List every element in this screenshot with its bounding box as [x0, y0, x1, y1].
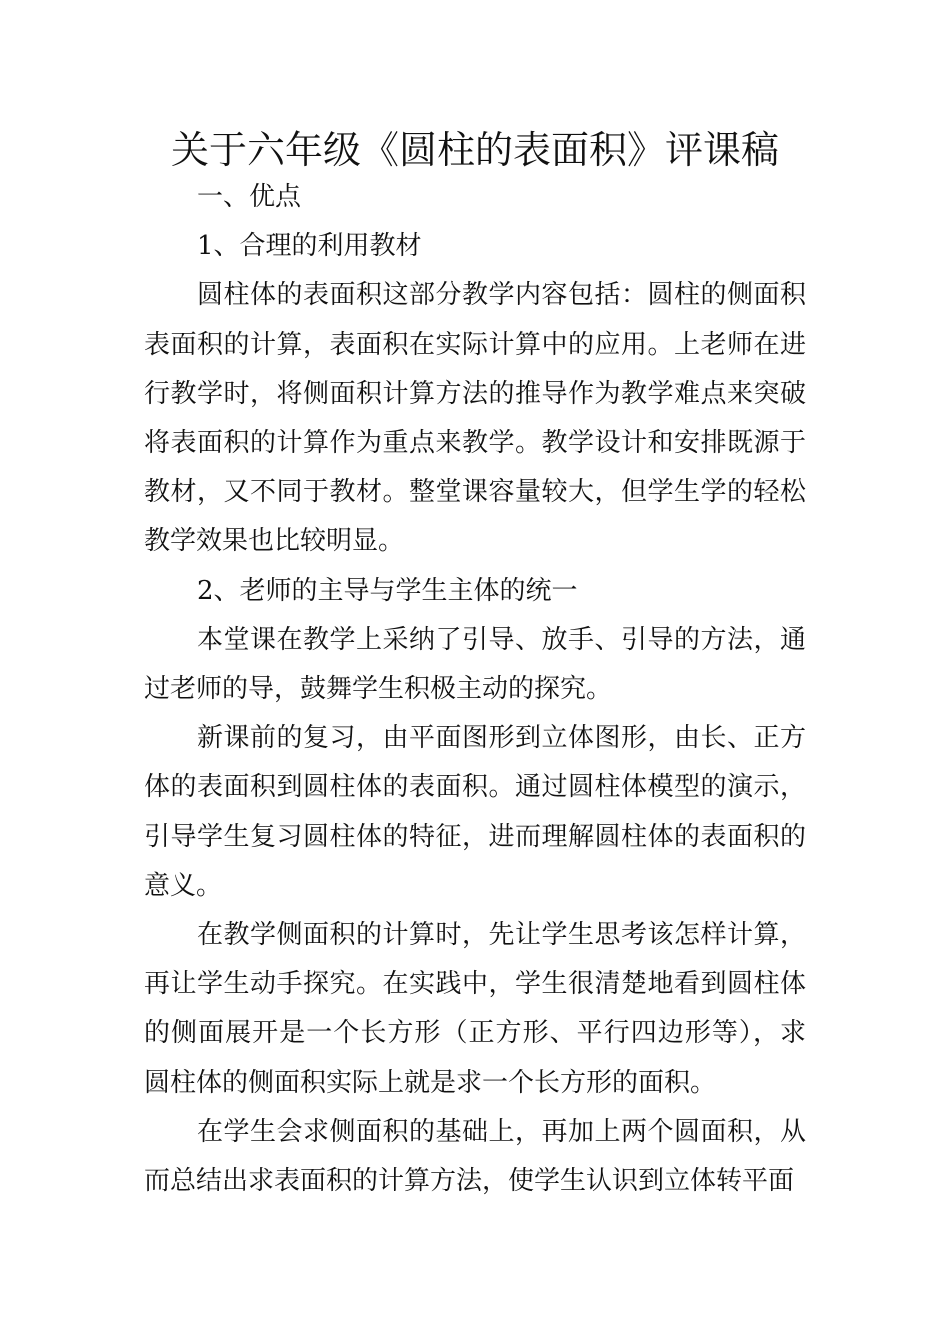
paragraph: 圆柱体的表面积这部分教学内容包括：圆柱的侧面积表面积的计算，表面积在实际计算中的应用。上老师在进行教学时，将侧面积计算方法的推导作为教学难点来突破将表面积的计算作为重点来教学。教学设计和安排既源于教材，又不同于教材。整堂课容量较大，但学生学的轻松教学效果也比较明显。 [144, 280, 806, 557]
paragraph: 在学生会求侧面积的基础上，再加上两个圆面积，从而总结出求表面积的计算方法，使学生认识到立体转平面 [144, 1116, 806, 1197]
paragraph: 本堂课在教学上采纳了引导、放手、引导的方法，通过老师的导，鼓舞学生积极主动的探究。 [144, 624, 806, 705]
paragraph: 新课前的复习，由平面图形到立体图形，由长、正方体的表面积到圆柱体的表面积。通过圆柱体模型的演示，引导学生复习圆柱体的特征，进而理解圆柱体的表面积的意义。 [144, 723, 806, 901]
paragraph: 在教学侧面积的计算时，先让学生思考该怎样计算，再让学生动手探究。在实践中，学生很清楚地看到圆柱体的侧面展开是一个长方形（正方形、平行四边形等），求圆柱体的侧面积实际上就是求一个长方形的面积。 [144, 920, 806, 1098]
subheading-teacher-student: 2、老师的主导与学生主体的统一 [197, 575, 578, 606]
section-heading-advantages: 一、优点 [197, 182, 302, 212]
document-title: 关于六年级《圆柱的表面积》评课稿 [170, 128, 779, 172]
subheading-use-textbook: 1、合理的利用教材 [197, 231, 422, 262]
document-body [144, 173, 806, 1206]
